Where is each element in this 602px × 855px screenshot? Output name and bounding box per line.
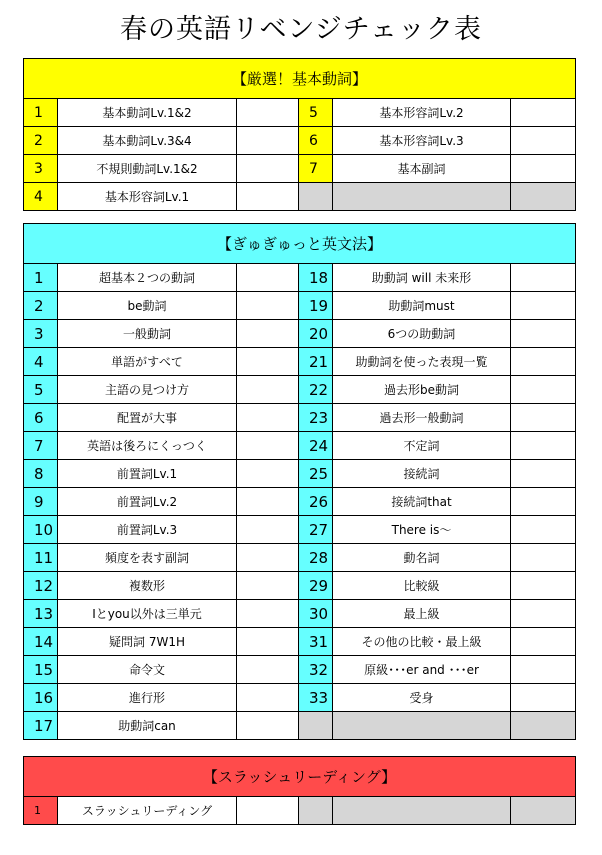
lesson-number: 3 [24,155,58,183]
check-cell[interactable] [237,656,299,684]
lesson-title: 助動詞can [58,712,237,740]
check-cell[interactable] [511,600,576,628]
lesson-number: 10 [24,516,58,544]
check-cell[interactable] [511,572,576,600]
lesson-number: 1 [24,797,58,825]
table-row [24,404,576,432]
lesson-number: 21 [299,348,333,376]
check-cell[interactable] [511,656,576,684]
page-title: 春の英語リベンジチェック表 [120,14,482,45]
lesson-number: 18 [299,264,333,292]
lesson-number: 28 [299,544,333,572]
lesson-title: 英語は後ろにくっつく [58,432,237,460]
lesson-number: 1 [24,99,58,127]
lesson-number: 5 [299,99,333,127]
lesson-title: 比較級 [333,572,511,600]
check-cell[interactable] [511,348,576,376]
lesson-number: 30 [299,600,333,628]
lesson-number: 15 [24,656,58,684]
table-row [24,264,576,292]
lesson-number: 4 [24,348,58,376]
empty-cell [333,183,511,211]
empty-cell [299,712,333,740]
lesson-number: 17 [24,712,58,740]
check-cell[interactable] [511,488,576,516]
lesson-number: 32 [299,656,333,684]
table-row [24,544,576,572]
table-row [24,488,576,516]
lesson-number: 4 [24,183,58,211]
lesson-title: 過去形一般動詞 [333,404,511,432]
lesson-number: 12 [24,572,58,600]
table-row [24,376,576,404]
check-cell[interactable] [511,127,576,155]
empty-cell [511,797,576,825]
lesson-number: 3 [24,320,58,348]
check-cell[interactable] [237,797,299,825]
check-cell[interactable] [511,99,576,127]
lesson-number: 22 [299,376,333,404]
slash-reading-table [23,756,576,825]
table-row [24,684,576,712]
table-row [24,460,576,488]
table-row [24,348,576,376]
lesson-title: その他の比較・最上級 [333,628,511,656]
lesson-title: 接続詞that [333,488,511,516]
lesson-title: 過去形be動詞 [333,376,511,404]
empty-cell [333,797,511,825]
table-row [24,183,576,211]
table-row [24,432,576,460]
check-cell[interactable] [511,432,576,460]
lesson-title: 不定詞 [333,432,511,460]
lesson-title: 前置詞Lv.1 [58,460,237,488]
check-cell[interactable] [511,544,576,572]
lesson-title: 前置詞Lv.3 [58,516,237,544]
check-cell[interactable] [237,516,299,544]
check-cell[interactable] [237,155,299,183]
lesson-number: 29 [299,572,333,600]
check-cell[interactable] [237,376,299,404]
check-cell[interactable] [237,348,299,376]
lesson-number: 9 [24,488,58,516]
check-cell[interactable] [511,264,576,292]
table-row [24,516,576,544]
table-row [24,656,576,684]
lesson-title: 助動詞 will 未来形 [333,264,511,292]
lesson-number: 27 [299,516,333,544]
lesson-number: 26 [299,488,333,516]
section-header: 【厳選！基本動詞】 [24,59,576,99]
table-row [24,292,576,320]
check-cell[interactable] [237,292,299,320]
check-cell[interactable] [237,488,299,516]
lesson-title: 命令文 [58,656,237,684]
lesson-title: be動詞 [58,292,237,320]
table-row [24,99,576,127]
lesson-title: 助動詞を使った表現一覧 [333,348,511,376]
check-cell[interactable] [237,628,299,656]
check-cell[interactable] [237,572,299,600]
lesson-title: 一般動詞 [58,320,237,348]
table-row [24,320,576,348]
lesson-title: 助動詞must [333,292,511,320]
lesson-number: 24 [299,432,333,460]
lesson-title: 超基本２つの動詞 [58,264,237,292]
lesson-title: Iとyou以外は三単元 [58,600,237,628]
lesson-title: 動名詞 [333,544,511,572]
check-cell[interactable] [511,292,576,320]
lesson-title: 基本動詞Lv.3&4 [58,127,237,155]
lesson-title: 頻度を表す副詞 [58,544,237,572]
section-header-row [24,59,576,99]
check-cell[interactable] [511,376,576,404]
check-cell[interactable] [237,684,299,712]
check-cell[interactable] [237,712,299,740]
table-row [24,155,576,183]
check-cell[interactable] [511,516,576,544]
lesson-title: 原級･･･er and ･･･er [333,656,511,684]
lesson-number: 6 [299,127,333,155]
lesson-title: 基本形容詞Lv.1 [58,183,237,211]
lesson-number: 1 [24,264,58,292]
lesson-title: 最上級 [333,600,511,628]
check-cell[interactable] [237,320,299,348]
lesson-title: 進行形 [58,684,237,712]
empty-cell [333,712,511,740]
table-row [24,600,576,628]
lesson-title: 単語がすべて [58,348,237,376]
table-row [24,127,576,155]
lesson-number: 33 [299,684,333,712]
lesson-number: 31 [299,628,333,656]
basic-verbs-table [23,58,576,211]
check-cell[interactable] [237,544,299,572]
lesson-title: スラッシュリーディング [58,797,237,825]
lesson-number: 23 [299,404,333,432]
table-row [24,628,576,656]
lesson-title: 基本動詞Lv.1&2 [58,99,237,127]
check-cell[interactable] [511,460,576,488]
lesson-title: 6つの助動詞 [333,320,511,348]
lesson-number: 5 [24,376,58,404]
table-row [24,572,576,600]
empty-cell [299,797,333,825]
lesson-number: 7 [299,155,333,183]
check-cell[interactable] [237,600,299,628]
check-cell[interactable] [511,320,576,348]
lesson-number: 25 [299,460,333,488]
check-cell[interactable] [237,183,299,211]
lesson-number: 13 [24,600,58,628]
lesson-title: 接続詞 [333,460,511,488]
lesson-title: 基本副詞 [333,155,511,183]
lesson-title: 基本形容詞Lv.3 [333,127,511,155]
lesson-number: 2 [24,127,58,155]
lesson-title: 不規則動詞Lv.1&2 [58,155,237,183]
check-cell[interactable] [237,460,299,488]
section-header: 【スラッシュリーディング】 [24,757,576,797]
check-cell[interactable] [511,404,576,432]
lesson-title: 基本形容詞Lv.2 [333,99,511,127]
grammar-table [23,223,576,740]
lesson-title: 前置詞Lv.2 [58,488,237,516]
lesson-number: 6 [24,404,58,432]
check-cell[interactable] [237,127,299,155]
lesson-title: 配置が大事 [58,404,237,432]
table-row [24,797,576,825]
lesson-title: There is～ [333,516,511,544]
lesson-number: 14 [24,628,58,656]
section-header-row [24,224,576,264]
empty-cell [511,183,576,211]
lesson-number: 8 [24,460,58,488]
check-cell[interactable] [237,404,299,432]
section-header: 【ぎゅぎゅっと英文法】 [24,224,576,264]
check-cell[interactable] [511,684,576,712]
lesson-number: 16 [24,684,58,712]
lesson-number: 19 [299,292,333,320]
lesson-title: 複数形 [58,572,237,600]
empty-cell [299,183,333,211]
lesson-title: 主語の見つけ方 [58,376,237,404]
check-cell[interactable] [237,99,299,127]
check-cell[interactable] [237,264,299,292]
check-cell[interactable] [511,628,576,656]
lesson-number: 2 [24,292,58,320]
table-row [24,712,576,740]
section-header-row [24,757,576,797]
check-cell[interactable] [237,432,299,460]
lesson-number: 20 [299,320,333,348]
lesson-number: 7 [24,432,58,460]
lesson-number: 11 [24,544,58,572]
lesson-title: 受身 [333,684,511,712]
check-cell[interactable] [511,155,576,183]
lesson-title: 疑問詞 7W1H [58,628,237,656]
empty-cell [511,712,576,740]
